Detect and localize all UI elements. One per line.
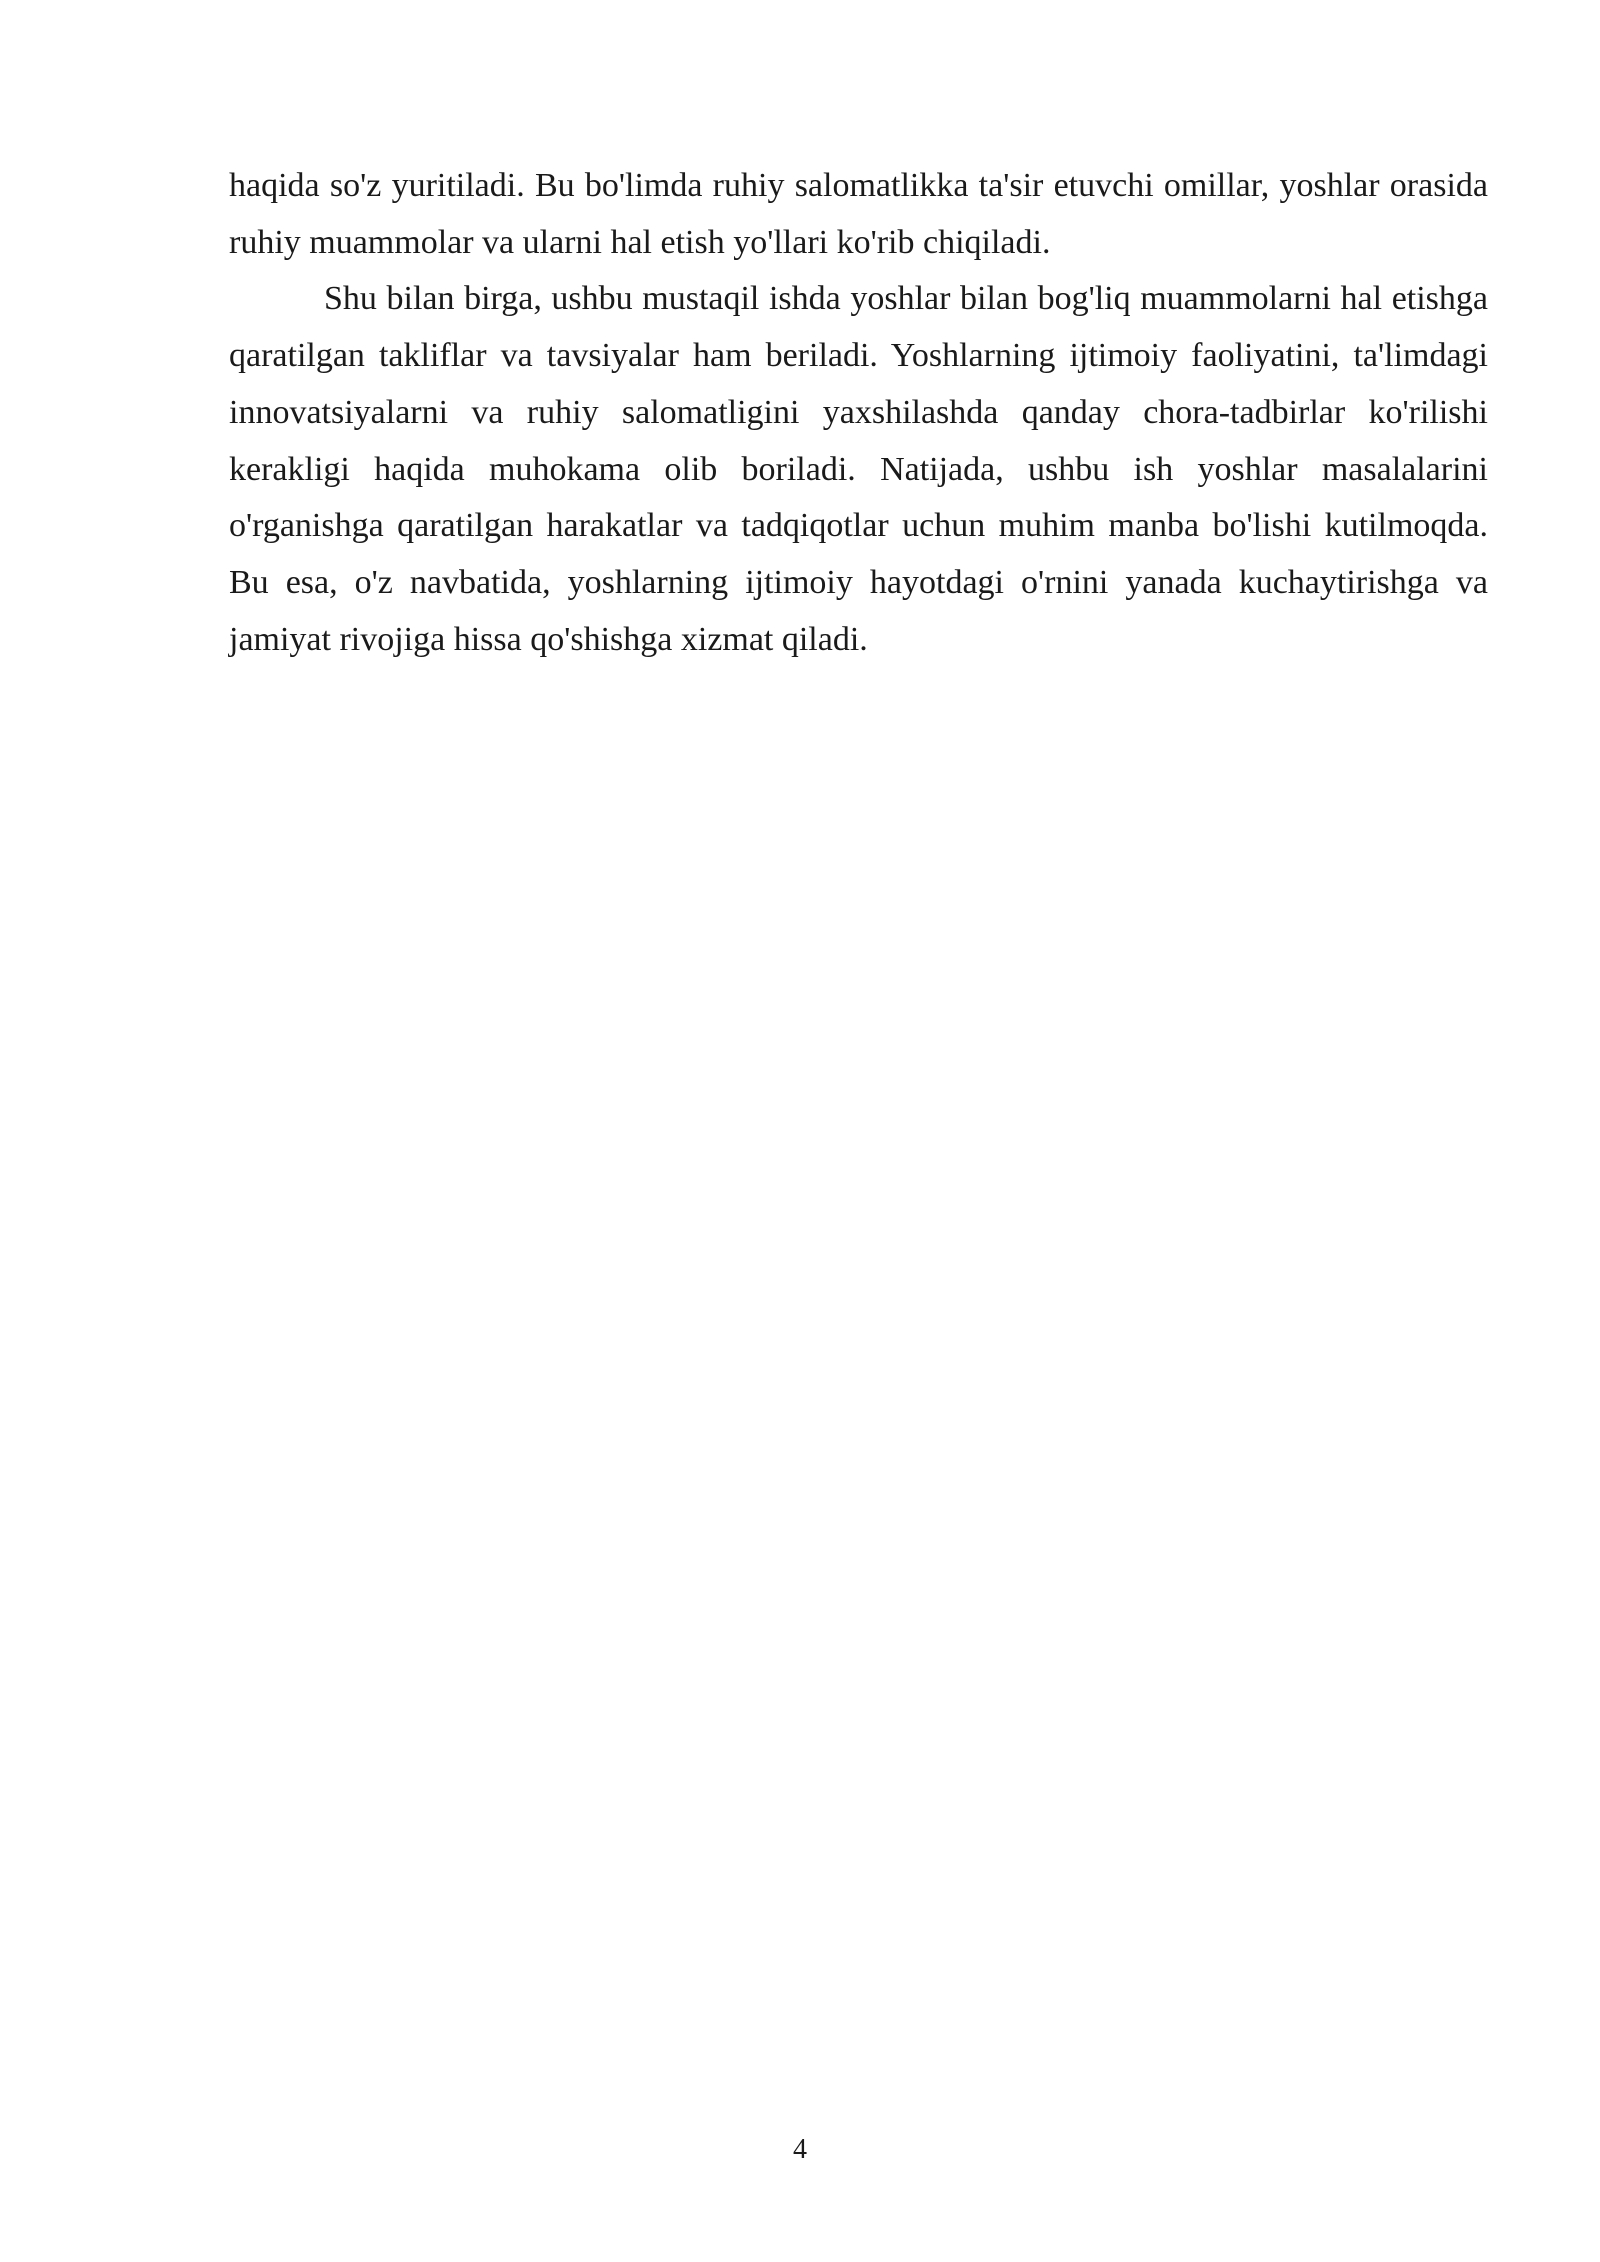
paragraph-recommendations: Shu bilan birga, ushbu mustaqil ishda yoshlar bilan bog'liq muammolarni hal etishga qaratilgan takliflar va tavsiyalar ham beriladi. Yoshlarning ijtimoiy faoliyatini, ta'limdagi innovatsiyalarni va ruhiy salomatligini yaxshilashda qanday chora-tadbirlar ko'rilishi kerakligi haqida muhokama olib boriladi. Natijada, ushbu ish yoshlar masalalarini o'rganishga qaratilgan harakatlar va tadqiqotlar uchun muhim manba bo'lishi kutilmoqda. Bu esa, o'z navbatida, yoshlarning ijtimoiy hayotdagi o'rnini yanada kuchaytirishga va jamiyat rivojiga hissa qo'shishga xizmat qiladi. xyxy=(229,280,1488,658)
body-text xyxy=(229,158,1488,668)
paragraph-continuation: haqida so'z yuritiladi. Bu bo'limda ruhiy salomatlikka ta'sir etuvchi omillar, yoshlar orasida ruhiy muammolar va ularni hal etish yo'llari ko'rib chiqiladi. xyxy=(229,167,1488,261)
page-number: 4 xyxy=(793,2134,807,2165)
